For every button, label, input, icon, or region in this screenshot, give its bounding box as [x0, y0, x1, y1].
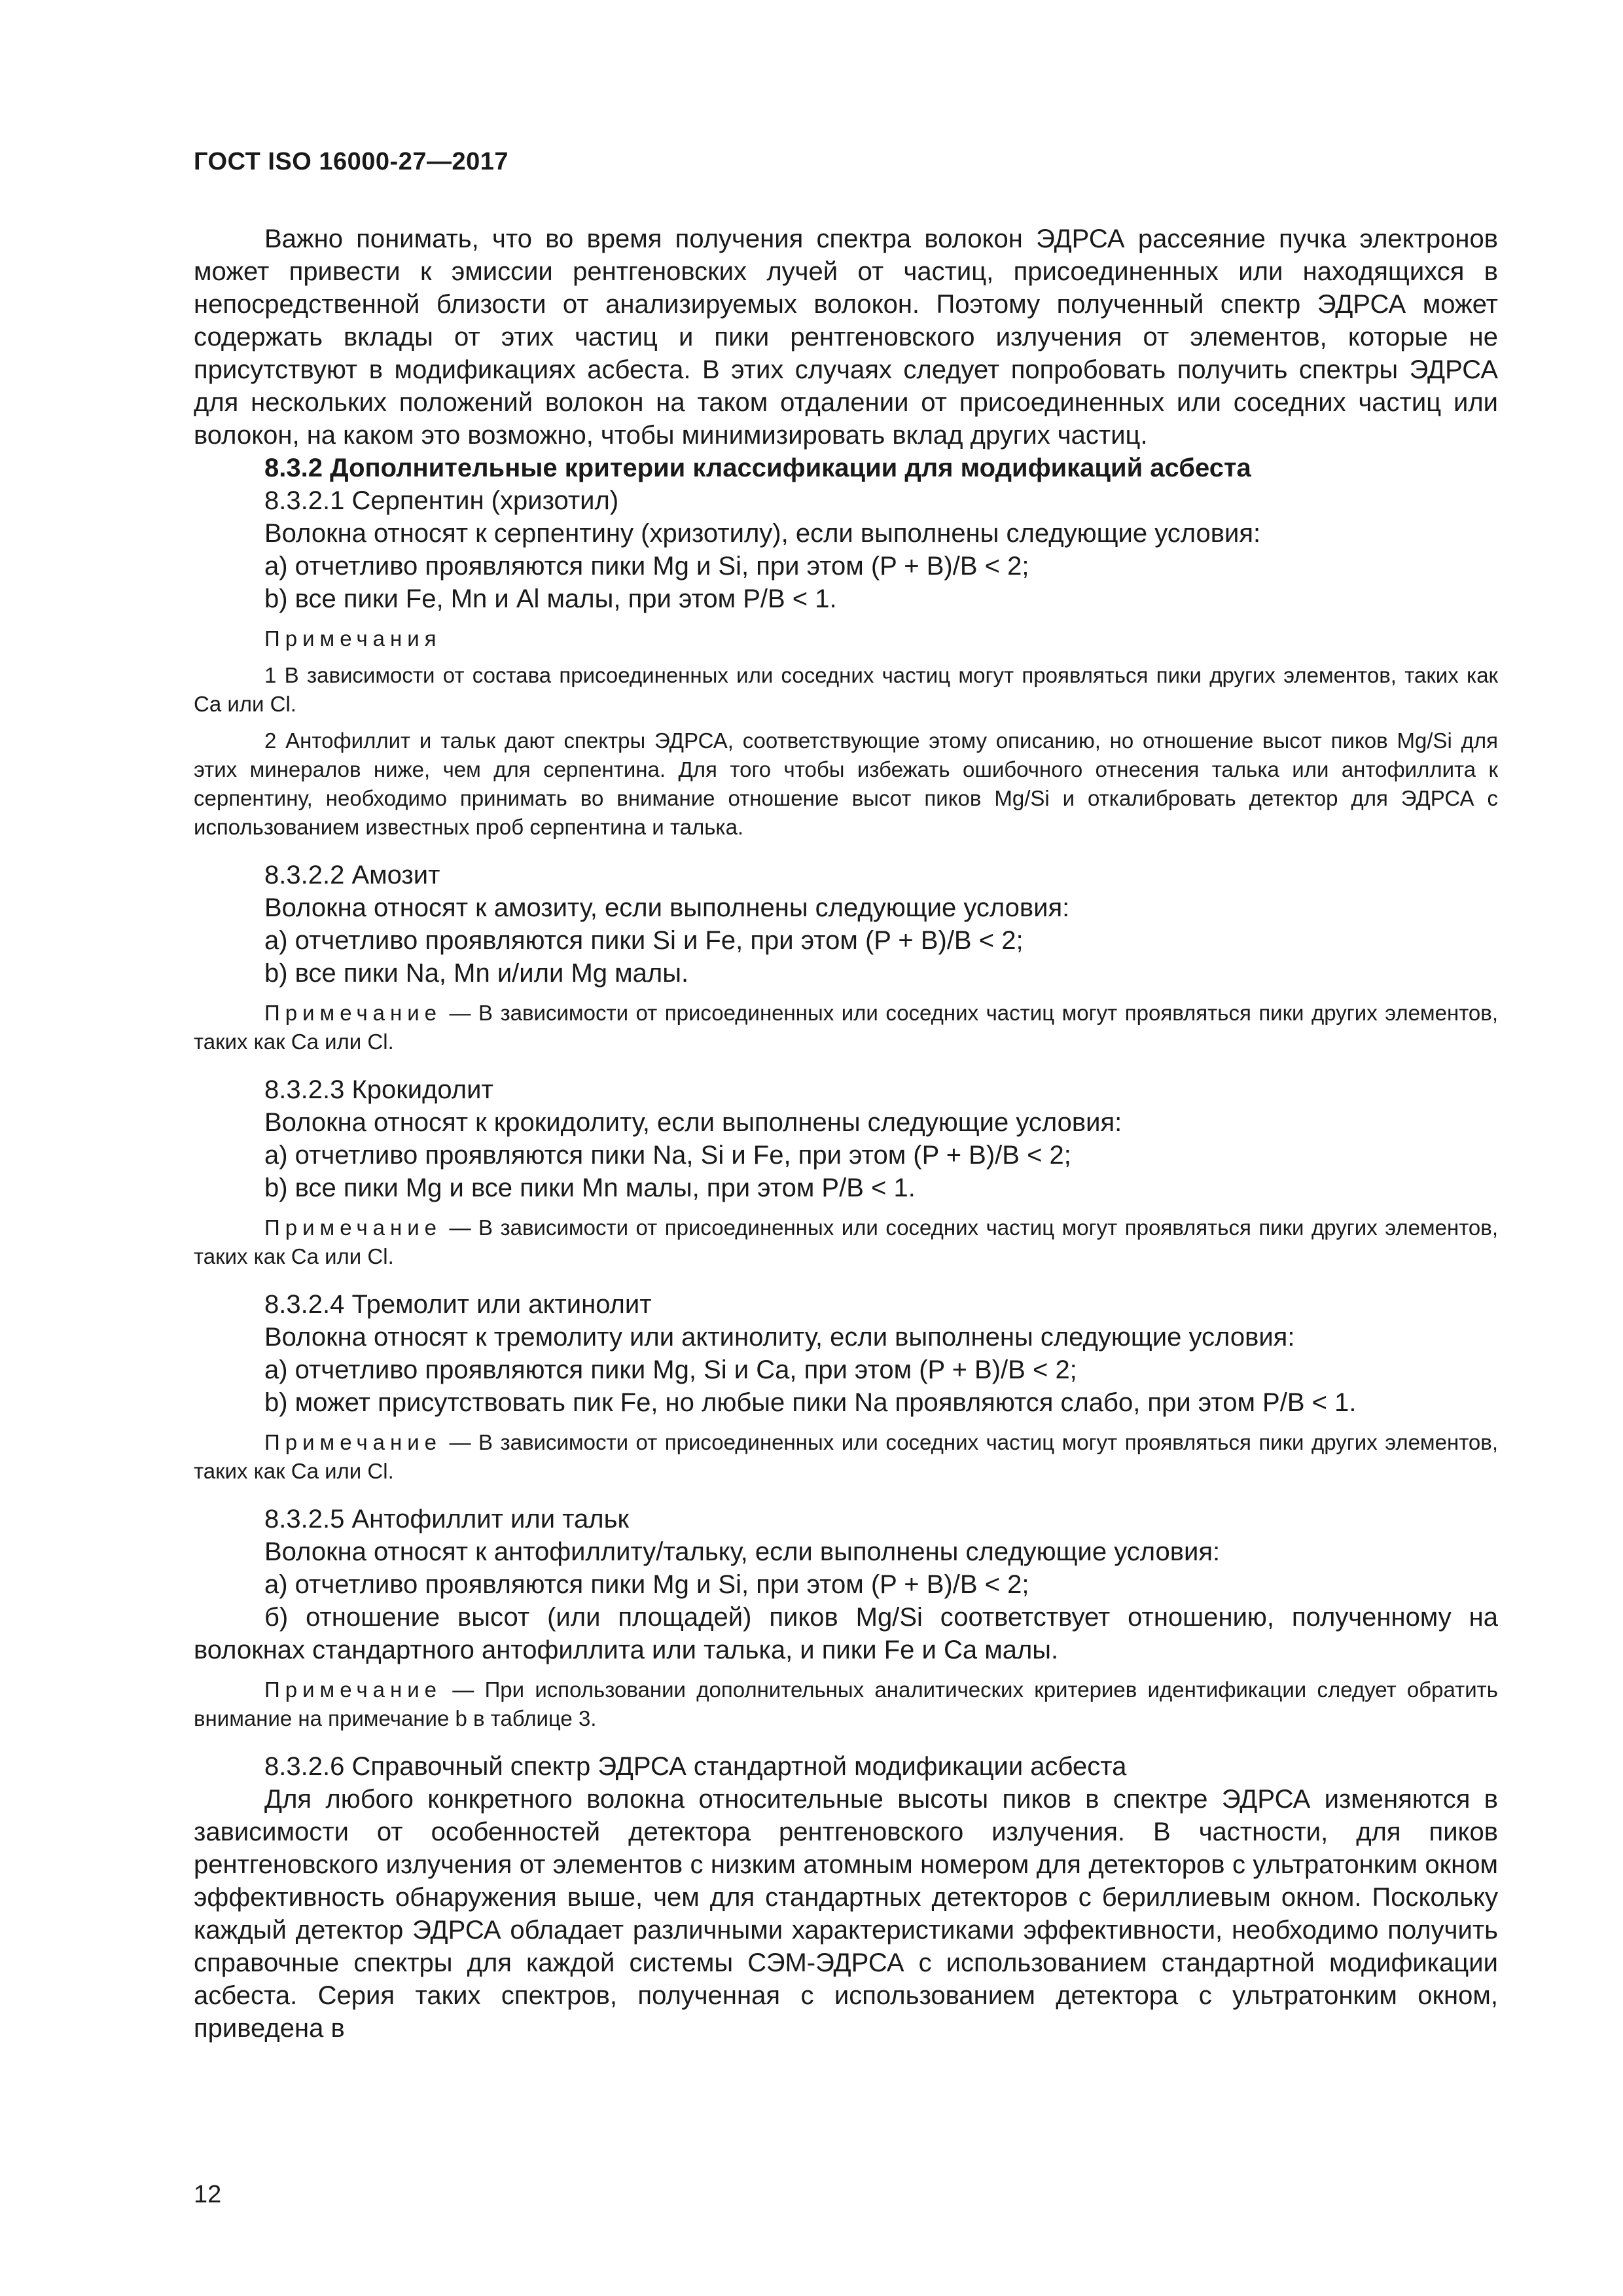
section-8-3-2-title: 8.3.2 Дополнительные критерии классификации для модификаций асбеста	[264, 454, 1251, 482]
document-body	[194, 223, 1498, 2045]
condition-a: а) отчетливо проявляются пики Mg и Si, при этом (P + B)/B < 2;	[264, 552, 1029, 581]
condition-b: b) все пики Na, Mn и/или Mg малы.	[264, 959, 689, 988]
subsection-8-3-2-6	[194, 1750, 1498, 2045]
condition-a: а) отчетливо проявляются пики Si и Fe, при этом (P + B)/B < 2;	[264, 926, 1024, 955]
subsection-intro: Волокна относят к крокидолиту, если выполнены следующие условия:	[264, 1108, 1122, 1137]
note	[194, 999, 1498, 1056]
subsection-8-3-2-5	[194, 1503, 1498, 1733]
condition-b: b) все пики Fe, Mn и Al малы, при этом P/B < 1.	[264, 584, 837, 613]
condition-b: b) может присутствовать пик Fe, но любые пики Na проявляются слабо, при этом P/B < 1.	[264, 1388, 1357, 1417]
condition-a: а) отчетливо проявляются пики Mg, Si и Ca, при этом (P + B)/B < 2;	[264, 1355, 1077, 1384]
condition-b: б) отношение высот (или площадей) пиков Mg/Si соответствует отношению, полученному на волокнах стандартного антофиллита или талька, и пики Fe и Ca малы.	[194, 1603, 1498, 1664]
subsection-intro: Волокна относят к тремолиту или актинолиту, если выполнены следующие условия:	[264, 1323, 1295, 1352]
subsection-8-3-2-2	[194, 859, 1498, 1056]
note-label: Примечание	[264, 1677, 442, 1702]
subsection-intro: Волокна относят к антофиллиту/тальку, если выполнены следующие условия:	[264, 1537, 1221, 1566]
document-header: ГОСТ ISO 16000-27—2017	[194, 148, 509, 175]
subsection-8-3-2-1	[194, 484, 1498, 842]
subsection-title: 8.3.2.5 Антофиллит или тальк	[264, 1505, 629, 1534]
subsection-title: 8.3.2.6 Справочный спектр ЭДРСА стандартной модификации асбеста	[264, 1752, 1127, 1781]
condition-a: а) отчетливо проявляются пики Na, Si и Fe, при этом (P + B)/B < 2;	[264, 1141, 1071, 1170]
subsection-title: 8.3.2.2 Амозит	[264, 861, 440, 889]
page-number: 12	[194, 2181, 222, 2208]
note	[194, 1428, 1498, 1486]
subsection-intro: Волокна относят к серпентину (хризотилу), если выполнены следующие условия:	[264, 519, 1261, 548]
subsection-8-3-2-3	[194, 1073, 1498, 1271]
note-1: 1 В зависимости от состава присоединенных или соседних частиц могут проявляться пики других элементов, таких как Ca или Cl.	[194, 663, 1498, 716]
note-text: — В зависимости от присоединенных или соседних частиц могут проявляться пики других элементов, таких как Ca или Cl.	[194, 1215, 1498, 1268]
notes-heading: Примечания	[264, 626, 442, 651]
note-label: Примечание	[264, 1215, 442, 1240]
note	[194, 1676, 1498, 1733]
note-label: Примечание	[264, 1430, 442, 1454]
note-text: — При использовании дополнительных аналитических критериев идентификации следует обратить внимание на примечание b в таблице 3.	[194, 1677, 1498, 1731]
note-text: — В зависимости от присоединенных или соседних частиц могут проявляться пики других элементов, таких как Ca или Cl.	[194, 1001, 1498, 1054]
note	[194, 1213, 1498, 1271]
subsection-title: 8.3.2.4 Тремолит или актинолит	[264, 1290, 652, 1319]
note-label: Примечание	[264, 1001, 442, 1025]
subsection-title: 8.3.2.3 Крокидолит	[264, 1075, 493, 1104]
subsection-text: Для любого конкретного волокна относительные высоты пиков в спектре ЭДРСА изменяются в зависимости от особенностей детектора рентгеновского излучения. В частности, для пиков рентгеновского излучения от элементов с низким атомным номером для детекторов с ультратонким окном эффективность обнаружения выше, чем для стандартных детекторов с бериллиевым окном. Поскольку каждый детектор ЭДРСА обладает различными характеристиками эффективности, необходимо получить справочные спектры для каждой системы СЭМ-ЭДРСА с использованием стандартной модификации асбеста. Серия таких спектров, полученная с использованием детектора с ультратонким окном, приведена в	[194, 1785, 1498, 2043]
note-2: 2 Антофиллит и тальк дают спектры ЭДРСА, соответствующие этому описанию, но отношение высот пиков Mg/Si для этих минералов ниже, чем для серпентина. Для того чтобы избежать ошибочного отнесения талька или антофиллита к серпентину, необходимо принимать во внимание отношение высот пиков Mg/Si и откалибровать детектор для ЭДРСА с использованием известных проб серпентина и талька.	[194, 728, 1498, 839]
note-text: — В зависимости от присоединенных или соседних частиц могут проявляться пики других элементов, таких как Ca или Cl.	[194, 1430, 1498, 1483]
subsection-intro: Волокна относят к амозиту, если выполнены следующие условия:	[264, 893, 1070, 922]
subsection-title: 8.3.2.1 Серпентин (хризотил)	[264, 486, 619, 515]
condition-a: а) отчетливо проявляются пики Mg и Si, при этом (P + B)/B < 2;	[264, 1570, 1029, 1599]
condition-b: b) все пики Mg и все пики Mn малы, при этом P/B < 1.	[264, 1174, 916, 1202]
intro-paragraph: Важно понимать, что во время получения спектра волокон ЭДРСА рассеяние пучка электронов может привести к эмиссии рентгеновских лучей от частиц, присоединенных или находящихся в непосредственной близости от анализируемых волокон. Поэтому полученный спектр ЭДРСА может содержать вклады от этих частиц и пики рентгеновского излучения от элементов, которые не присутствуют в модификациях асбеста. В этих случаях следует попробовать получить спектры ЭДРСА для нескольких положений волокон на таком отдалении от присоединенных или соседних частиц или волокон, на каком это возможно, чтобы минимизировать вклад других частиц.	[194, 224, 1498, 450]
subsection-8-3-2-4	[194, 1288, 1498, 1486]
